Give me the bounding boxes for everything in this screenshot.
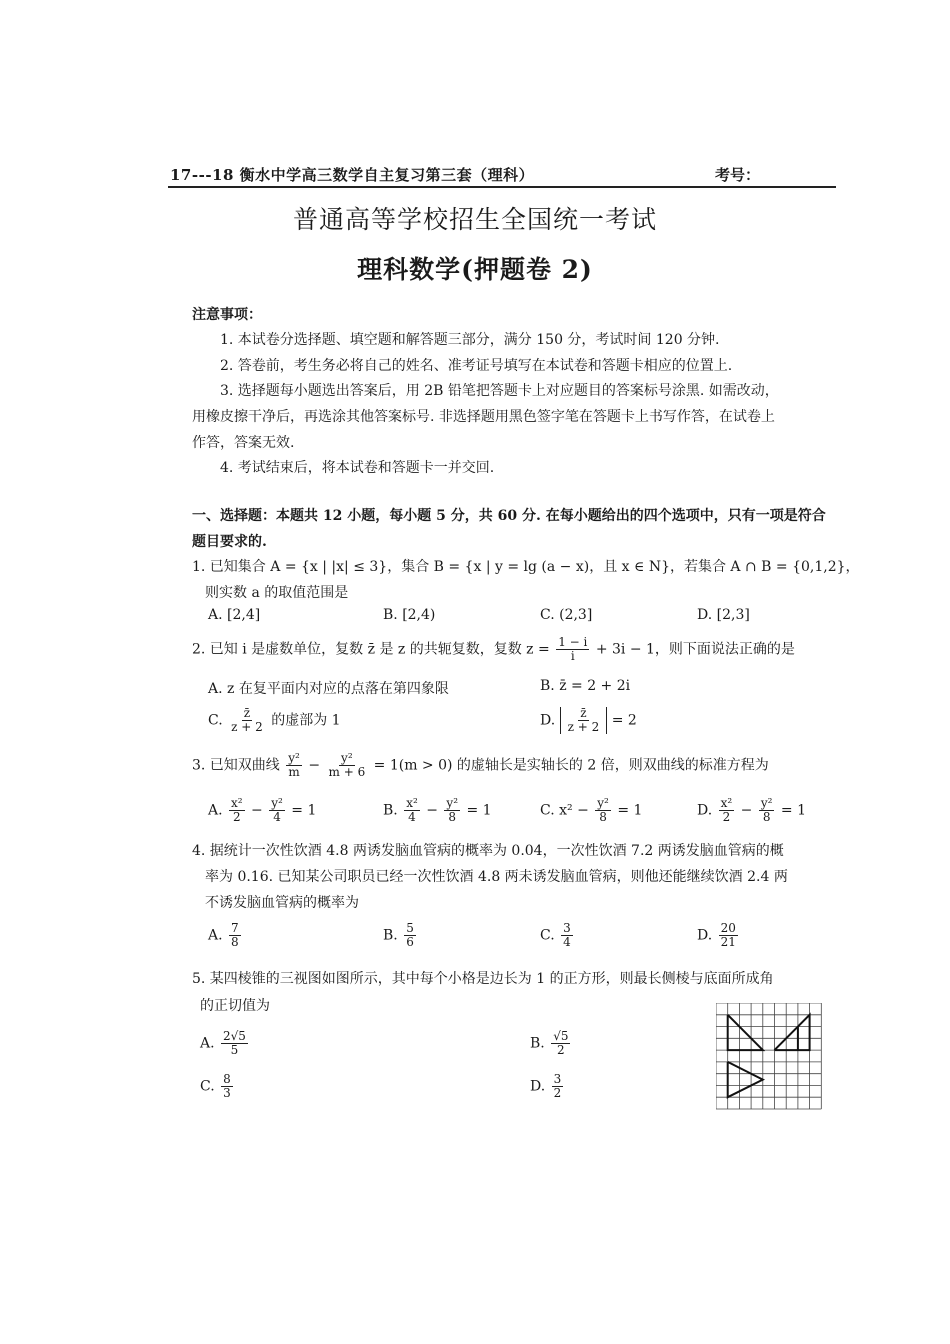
q4-option-a [208,922,243,949]
q4-a-den: 8 [231,935,239,949]
notice-heading: 注意事项： [192,307,262,323]
q1-option-d: D. [2,3] [697,607,750,623]
q3-c-label: C. x² − [540,802,589,819]
q5-c-den: 3 [223,1086,231,1100]
q2-d-abs [560,707,608,734]
q3-f1-den: m [288,765,300,779]
notice-item-3b: 用橡皮擦干净后，再选涂其他答案标号. 非选择题用黑色签字笔在答题卡上书写作答，在试卷上 [192,409,775,425]
q3-d2-num: y² [760,796,773,810]
q3-a1-num: x² [231,796,243,810]
three-view-grid-figure [716,1003,822,1111]
q5-c-frac [221,1073,233,1100]
notice-item-4: 4. 考试结束后，将本试卷和答题卡一并交回. [220,460,495,476]
q5-d-frac [552,1073,564,1100]
q2-frac-num: 1 − i [558,635,588,649]
q5-b-den: 2 [557,1043,565,1057]
q3-d-frac-2 [759,797,775,824]
q2-frac-den: i [570,649,575,663]
q3-c2-num: y² [597,796,609,810]
q4-option-d [697,922,740,949]
q3-frac-2 [327,752,368,779]
q2-c-text: 的虚部为 1 [271,712,341,729]
q3-a2-num: y² [271,796,283,810]
q4-a-label: A. [208,927,223,944]
q4-c-den: 4 [563,935,571,949]
q2-c-num: z̄ [243,706,251,720]
q5-d-num: 3 [553,1072,562,1086]
q3-f1-num: y² [288,751,300,765]
q4-stem-1: 4. 据统计一次性饮酒 4.8 两诱发脑血管病的概率为 0.04，一次性饮酒 7.2 两诱发脑血管病的概 [192,843,784,859]
q3-c2-den: 8 [599,810,607,824]
q2-stem [192,636,795,663]
q3-d1-den: 2 [722,810,731,824]
q3-a1-den: 2 [232,810,241,824]
q5-d-den: 2 [553,1086,562,1100]
q3-minus: − [308,757,321,774]
q3-b2-den: 8 [448,810,457,824]
q2-d-label: D. [540,712,556,729]
q3-frac-1 [286,752,302,779]
q4-stem-3: 不诱发脑血管病的概率为 [205,895,359,911]
q4-b-label: B. [383,927,398,944]
q3-a2-den: 4 [273,810,281,824]
q4-d-frac [719,922,738,949]
q3-d2-den: 8 [762,810,771,824]
q1-option-a: A. [2,4] [208,607,261,623]
q3-a-frac-2 [269,797,285,824]
header-rule [168,186,836,188]
q5-b-frac [551,1030,570,1057]
section-1-heading: 一、选择题：本题共 12 小题，每小题 5 分，共 60 分. 在每小题给出的四个选项中，只有一项是符合 [192,508,826,524]
q3-option-a [208,797,316,824]
q2-d-text: = 2 [611,712,637,729]
q5-option-a [200,1030,250,1057]
q3-b-label: B. [383,802,398,819]
q2-stem-b: + 3i − 1，则下面说法正确的是 [595,641,795,658]
exam-subtitle: 理科数学(押题卷 2) [357,255,593,284]
q4-stem-2: 率为 0.16. 已知某公司职员已经一次性饮酒 4.8 两未诱发脑血管病，则他还能继续饮酒 2.4 两 [205,869,788,885]
q3-a-frac-1 [229,797,245,824]
q2-d-fraction [566,707,602,734]
q1-option-b: B. [2,4) [383,607,436,623]
q3-a-minus: − [251,802,263,819]
q5-option-c [200,1073,235,1100]
q5-stem-2: 的正切值为 [200,998,270,1014]
q2-stem-a: 2. 已知 i 是虚数单位，复数 z̄ 是 z 的共轭复数，复数 z = [192,641,550,658]
q3-b-frac-1 [404,797,420,824]
q1-stem-2: 则实数 a 的取值范围是 [205,585,349,601]
q2-option-c [208,707,341,734]
q3-option-c [540,797,642,824]
section-1-heading-cont: 题目要求的. [192,534,267,550]
q5-c-num: 8 [223,1072,231,1086]
q3-d-eq: = 1 [780,802,806,819]
q4-c-frac [561,922,573,949]
q4-c-num: 3 [563,921,571,935]
q3-stem [192,752,769,779]
q1-option-c: C. (2,3] [540,607,593,623]
q4-a-num: 7 [231,921,239,935]
q3-b1-num: x² [406,796,418,810]
notice-item-3a: 3. 选择题每小题选出答案后，用 2B 铅笔把答题卡上对应题目的答案标号涂黑. 如需改动， [220,383,779,399]
q3-stem-a: 3. 已知双曲线 [192,757,280,774]
q2-c-den: z + 2 [231,720,263,734]
q4-b-den: 6 [406,935,414,949]
q3-a-eq: = 1 [291,802,317,819]
q3-option-b [383,797,492,824]
q3-d-frac-1 [719,797,735,824]
q4-b-frac [404,922,416,949]
q3-d-minus: − [740,802,753,819]
q4-c-label: C. [540,927,555,944]
q3-b-frac-2 [444,797,460,824]
notice-item-3c: 作答，答案无效. [192,435,295,451]
q3-stem-b: = 1(m > 0) 的虚轴长是实轴长的 2 倍，则双曲线的标准方程为 [373,757,769,774]
q4-d-num: 20 [720,921,736,935]
exam-number-label: 考号： [715,166,761,184]
q2-option-a: A. z 在复平面内对应的点落在第四象限 [208,681,449,697]
q2-option-b: B. z̄ = 2 + 2i [540,678,631,694]
q1-stem-1: 1. 已知集合 A = {x | |x| ≤ 3}，集合 B = {x | y = lg (a − x)，且 x ∈ N}，若集合 A ∩ B = {0,1,2}， [192,559,860,575]
q3-b2-num: y² [446,796,459,810]
q3-b1-den: 4 [408,810,416,824]
q5-a-frac [221,1030,248,1057]
q4-option-c [540,922,575,949]
q5-a-label: A. [200,1035,215,1052]
q3-c-frac [595,797,611,824]
q5-b-num: √5 [553,1029,569,1043]
q3-a-label: A. [208,802,223,819]
q5-b-label: B. [530,1035,545,1052]
q5-d-label: D. [530,1078,546,1095]
q4-d-label: D. [697,927,713,944]
q5-option-d [530,1073,565,1100]
q3-b-minus: − [426,802,438,819]
notice-item-2: 2. 答卷前，考生务必将自己的姓名、准考证号填写在本试卷和答题卡相应的位置上. [220,358,733,374]
q3-d1-num: x² [720,796,733,810]
q5-a-den: 5 [230,1043,239,1057]
q2-d-den: z + 2 [567,720,600,734]
q3-option-d [697,797,806,824]
q4-a-frac [229,922,241,949]
q2-c-label: C. [208,712,223,729]
q5-c-label: C. [200,1078,215,1095]
q3-f2-num: y² [341,751,353,765]
q2-d-num: z̄ [580,706,587,720]
q2-option-d [540,707,637,734]
q4-d-den: 21 [720,935,736,949]
q4-b-num: 5 [406,921,414,935]
q5-stem-1: 5. 某四棱锥的三视图如图所示，其中每个小格是边长为 1 的正方形，则最长侧棱与底面所成角 [192,971,774,987]
q2-c-fraction [229,707,265,734]
header-title: 17---18 衡水中学高三数学自主复习第三套（理科） [170,166,535,184]
q5-a-num: 2√5 [223,1029,246,1043]
q3-d-label: D. [697,802,713,819]
q5-option-b [530,1030,572,1057]
q3-c-eq: = 1 [617,802,643,819]
q3-f2-den: m + 6 [328,765,366,779]
q4-option-b [383,922,418,949]
q2-fraction [556,636,589,663]
q3-b-eq: = 1 [466,802,492,819]
notice-item-1: 1. 本试卷分选择题、填空题和解答题三部分，满分 150 分，考试时间 120 分钟. [220,332,720,348]
exam-title: 普通高等学校招生全国统一考试 [292,205,657,234]
